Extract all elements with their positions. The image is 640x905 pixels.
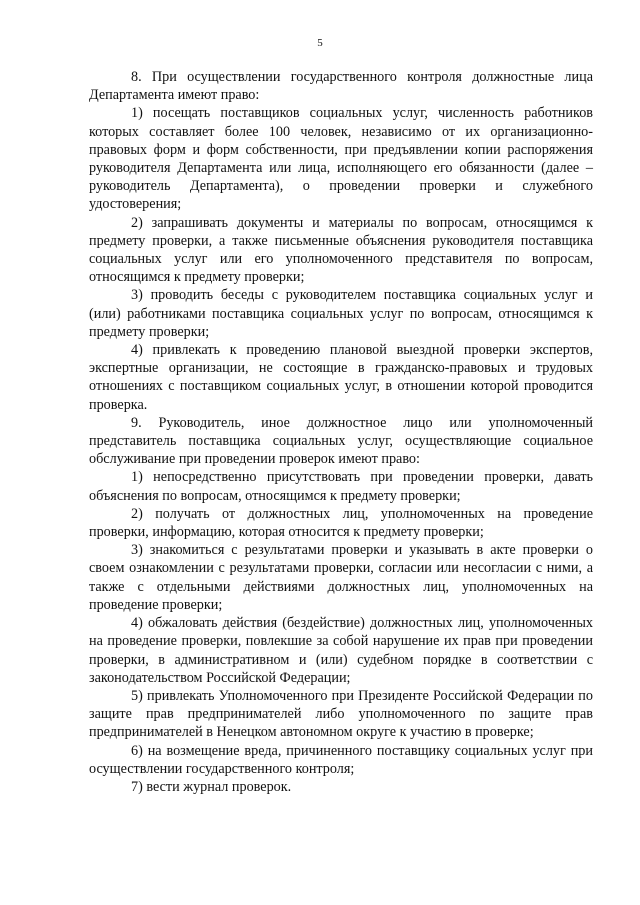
paragraph-9-heading: 9. Руководитель, иное должностное лицо или уполномоченный представитель поставщика социальных услуг, осуществляющие социальное обслуживание при проведении проверок имеют право: (89, 414, 593, 468)
paragraph-9-item-2: 2) получать от должностных лиц, уполномоченных на проведение проверки, информацию, которая относится к предмету проверки; (89, 505, 593, 541)
paragraph-9-item-1: 1) непосредственно присутствовать при проведении проверки, давать объяснения по вопросам, относящимся к предмету проверки; (89, 469, 593, 504)
paragraph-9-item-5: 5) привлекать Уполномоченного при Президенте Российской Федерации по защите прав предпринимателей либо уполномоченного по защите прав предпринимателей в Ненецком автономном округе к участию в проверке; (89, 687, 593, 741)
document-body (89, 68, 593, 796)
paragraph-9-item-4: 4) обжаловать действия (бездействие) должностных лиц, уполномоченных на проведение проверки, повлекшие за собой нарушение их прав при проведении проверки, в административном и (или) судебном порядке в соответствии с законодательством Российской Федерации; (89, 615, 593, 686)
page-number: 5 (317, 37, 323, 49)
paragraph-8-item-3: 3) проводить беседы с руководителем поставщика социальных услуг и (или) работниками поставщика социальных услуг по вопросам, относящимся к предмету проверки; (89, 287, 593, 340)
paragraph-9-item-3: 3) знакомиться с результатами проверки и указывать в акте проверки о своем ознакомлении с результатами проверки, согласии или несогласии с ними, а также с отдельными действиями должностных лиц, уполномоченных на проведение проверки; (89, 542, 593, 613)
paragraph-8-heading: 8. При осуществлении государственного контроля должностные лица Департамента имеют право: (89, 69, 593, 104)
paragraph-8-item-4: 4) привлекать к проведению плановой выездной проверки экспертов, экспертные организации, не состоящие в гражданско-правовых и трудовых отношениях с поставщиком социальных услуг, в отношении которой проводится проверка. (89, 342, 593, 413)
paragraph-9-item-6: 6) на возмещение вреда, причиненного поставщику социальных услуг при осуществлении государственного контроля; (89, 742, 593, 777)
paragraph-8-item-1: 1) посещать поставщиков социальных услуг, численность работников которых составляет более 100 человек, независимо от их организационно-правовых форм и форм собственности, при предъявлении копии распоряжения руководителя Департамента или лица, исполняющего его обязанности (далее – руководитель Департамента), о проведении проверки и служебного удостоверения; (89, 105, 593, 213)
paragraph-8-item-2: 2) запрашивать документы и материалы по вопросам, относящимся к предмету проверки, а также письменные объяснения руководителя поставщика социальных услуг или его уполномоченного представителя по вопросам, относящимся к предмету проверки; (89, 214, 593, 286)
paragraph-9-item-7: 7) вести журнал проверок. (131, 778, 292, 795)
